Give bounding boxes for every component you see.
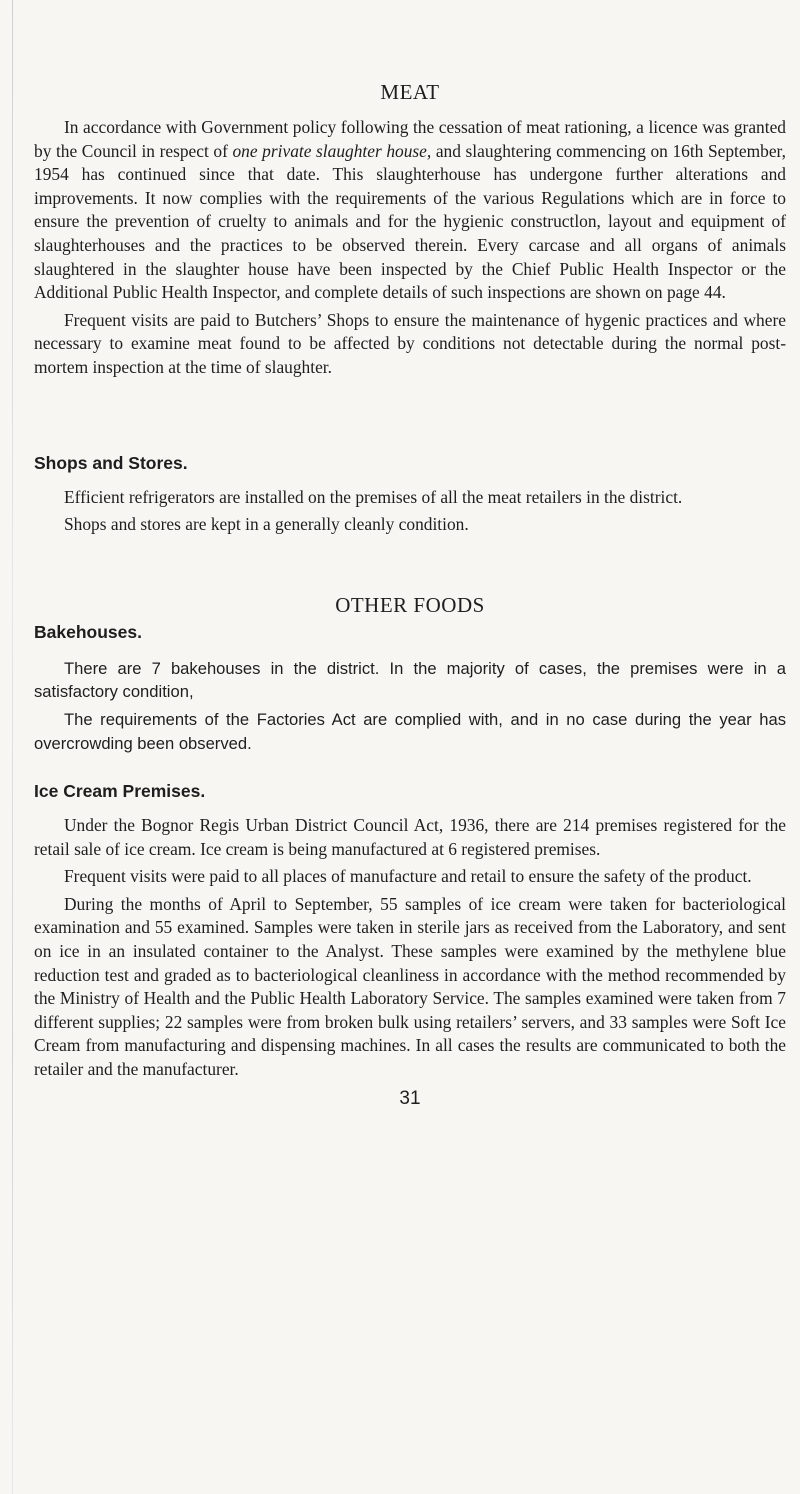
shops-paragraph-2: Shops and stores are kept in a generally cleanly condition. xyxy=(64,514,469,535)
bakehouses-paragraph-2: The requirements of the Factories Act are complied with, and in no case during the year has overcrowding been observed. xyxy=(34,709,786,753)
meat-paragraph-1-text-a: In accordance with Government policy following the cessation of meat rationing, a licence was granted by the Council in respect of xyxy=(34,117,786,161)
meat-paragraph-1 xyxy=(34,116,786,305)
bakehouses-paragraph-1: There are 7 bakehouses in the district. In the majority of cases, the premises were in a satisfactory condition, xyxy=(34,658,786,702)
bakehouses-heading: Bakehouses. xyxy=(34,621,142,642)
ice-cream-paragraph-2: Frequent visits were paid to all places of manufacture and retail to ensure the safety of the product. xyxy=(64,866,752,887)
other-foods-title: OTHER FOODS xyxy=(335,592,485,617)
ice-cream-heading: Ice Cream Premises. xyxy=(34,781,206,802)
page-number: 31 xyxy=(399,1087,421,1109)
meat-paragraph-1-text-b: and slaughtering commencing on 16th September, 1954 has continued since that date. This slaughterhouse has undergone further alterations and improvements. It now complies with the requirements of the various Regulations which are in force to ensure the prevention of cruelty to animals and for the hygienic constructlon, layout and equipment of slaughterhouses and the practices to be observed therein. Every carcase and all organs of animals slaughtered in the slaughter house have been inspected by the Chief Public Health Inspector or the Additional Public Health Inspector, and complete details of such inspections are shown on page 44. xyxy=(34,140,786,303)
ice-cream-paragraph-1: Under the Bognor Regis Urban District Council Act, 1936, there are 214 premises registered for the retail sale of ice cream. Ice cream is being manufactured at 6 registered premises. xyxy=(34,815,786,859)
shops-stores-heading: Shops and Stores. xyxy=(34,452,188,473)
scan-edge-line xyxy=(12,0,13,1494)
shops-paragraph-1: Efficient refrigerators are installed on the premises of all the meat retailers in the district. xyxy=(64,486,683,507)
meat-paragraph-2: Frequent visits are paid to Butchers’ Shops to ensure the maintenance of hygenic practices and where necessary to examine meat found to be affected by conditions not detectable during the normal post-mortem inspection at the time of slaughter. xyxy=(34,309,786,377)
ice-cream-paragraph-3: During the months of April to September, 55 samples of ice cream were taken for bacteriological examination and 55 examined. Samples were taken in sterile jars as received from the Laboratory, and sent on ice in an insulated container to the Analyst. These samples were examined by the methylene blue reduction test and graded as to bacteriological cleanliness in accordance with the method recommended by the Ministry of Health and the Public Health Laboratory Service. The samples examined were taken from 7 different supplies; 22 samples were from broken bulk using retailers’ servers, and 33 samples were Soft Ice Cream from manufacturing and dispensing machines. In all cases the results are communicated to both the retailer and the manufacturer. xyxy=(34,893,786,1080)
meat-paragraph-1-italic: one private slaughter house, xyxy=(232,140,432,161)
document-page xyxy=(34,80,786,1110)
meat-title: MEAT xyxy=(380,80,440,104)
